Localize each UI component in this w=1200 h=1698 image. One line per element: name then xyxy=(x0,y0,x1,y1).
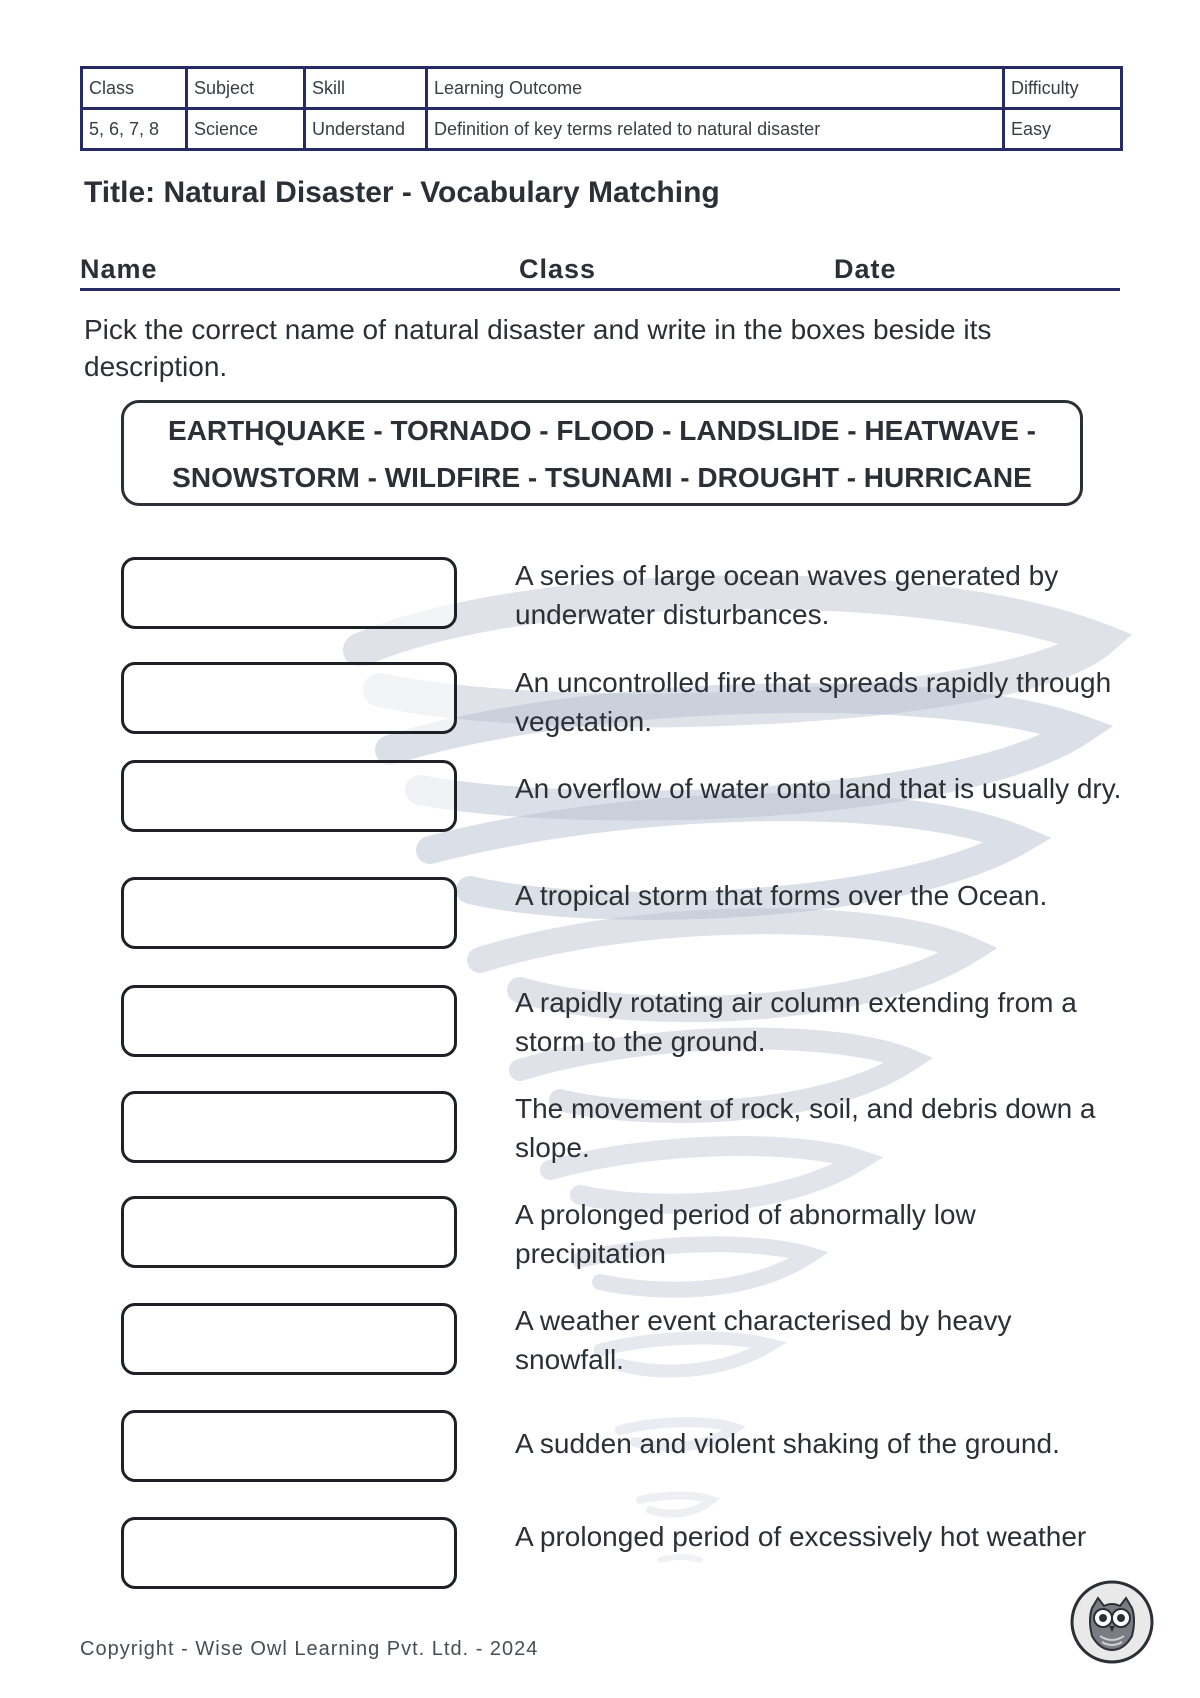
answer-box-6[interactable] xyxy=(121,1091,457,1163)
date-label: Date xyxy=(834,254,897,284)
description-2: An uncontrolled fire that spreads rapidly through vegetation. xyxy=(515,667,1112,737)
header-learning-outcome: Learning Outcome xyxy=(427,68,1004,109)
description-5: A rapidly rotating air column extending from a storm to the ground. xyxy=(515,987,1077,1057)
header-difficulty: Difficulty xyxy=(1004,68,1122,109)
header-subject: Subject xyxy=(187,68,305,109)
description-7: A prolonged period of abnormally low precipitation xyxy=(515,1199,976,1269)
answer-box-5[interactable] xyxy=(121,985,457,1057)
instructions: Pick the correct name of natural disaster and write in the boxes beside its description. xyxy=(84,314,992,382)
answer-box-8[interactable] xyxy=(121,1303,457,1375)
answer-box-9[interactable] xyxy=(121,1410,457,1482)
value-subject: Science xyxy=(187,109,305,150)
copyright-footer: Copyright - Wise Owl Learning Pvt. Ltd. - 2024 xyxy=(80,1638,539,1660)
header-skill: Skill xyxy=(305,68,427,109)
header-class: Class xyxy=(82,68,187,109)
answer-box-2[interactable] xyxy=(121,662,457,734)
student-info-row xyxy=(80,254,1120,291)
answer-box-1[interactable] xyxy=(121,557,457,629)
info-table-value-row xyxy=(82,109,1122,150)
description-9: A sudden and violent shaking of the ground. xyxy=(515,1428,1060,1459)
word-bank-line-2: SNOWSTORM - WILDFIRE - TSUNAMI - DROUGHT - HURRICANE xyxy=(172,462,1032,493)
info-table xyxy=(80,66,1123,151)
value-difficulty: Easy xyxy=(1004,109,1122,150)
value-learning-outcome: Definition of key terms related to natural disaster xyxy=(427,109,1004,150)
description-1: A series of large ocean waves generated by underwater disturbances. xyxy=(515,560,1059,630)
description-6: The movement of rock, soil, and debris down a slope. xyxy=(515,1093,1096,1163)
owl-logo-icon xyxy=(1070,1580,1154,1664)
worksheet-title: Title: Natural Disaster - Vocabulary Matching xyxy=(84,176,720,209)
class-label: Class xyxy=(519,254,597,284)
description-10: A prolonged period of excessively hot weather xyxy=(515,1521,1087,1552)
info-table-header-row xyxy=(82,68,1122,109)
answer-box-7[interactable] xyxy=(121,1196,457,1268)
word-bank xyxy=(121,400,1083,506)
description-3: An overflow of water onto land that is usually dry. xyxy=(515,773,1122,804)
answer-box-3[interactable] xyxy=(121,760,457,832)
answer-box-10[interactable] xyxy=(121,1517,457,1589)
answer-box-4[interactable] xyxy=(121,877,457,949)
value-skill: Understand xyxy=(305,109,427,150)
value-class: 5, 6, 7, 8 xyxy=(82,109,187,150)
name-label: Name xyxy=(80,254,158,284)
description-8: A weather event characterised by heavy snowfall. xyxy=(515,1305,1012,1375)
description-4: A tropical storm that forms over the Ocean. xyxy=(515,880,1048,911)
word-bank-line-1: EARTHQUAKE - TORNADO - FLOOD - LANDSLIDE - HEATWAVE - xyxy=(168,415,1036,446)
